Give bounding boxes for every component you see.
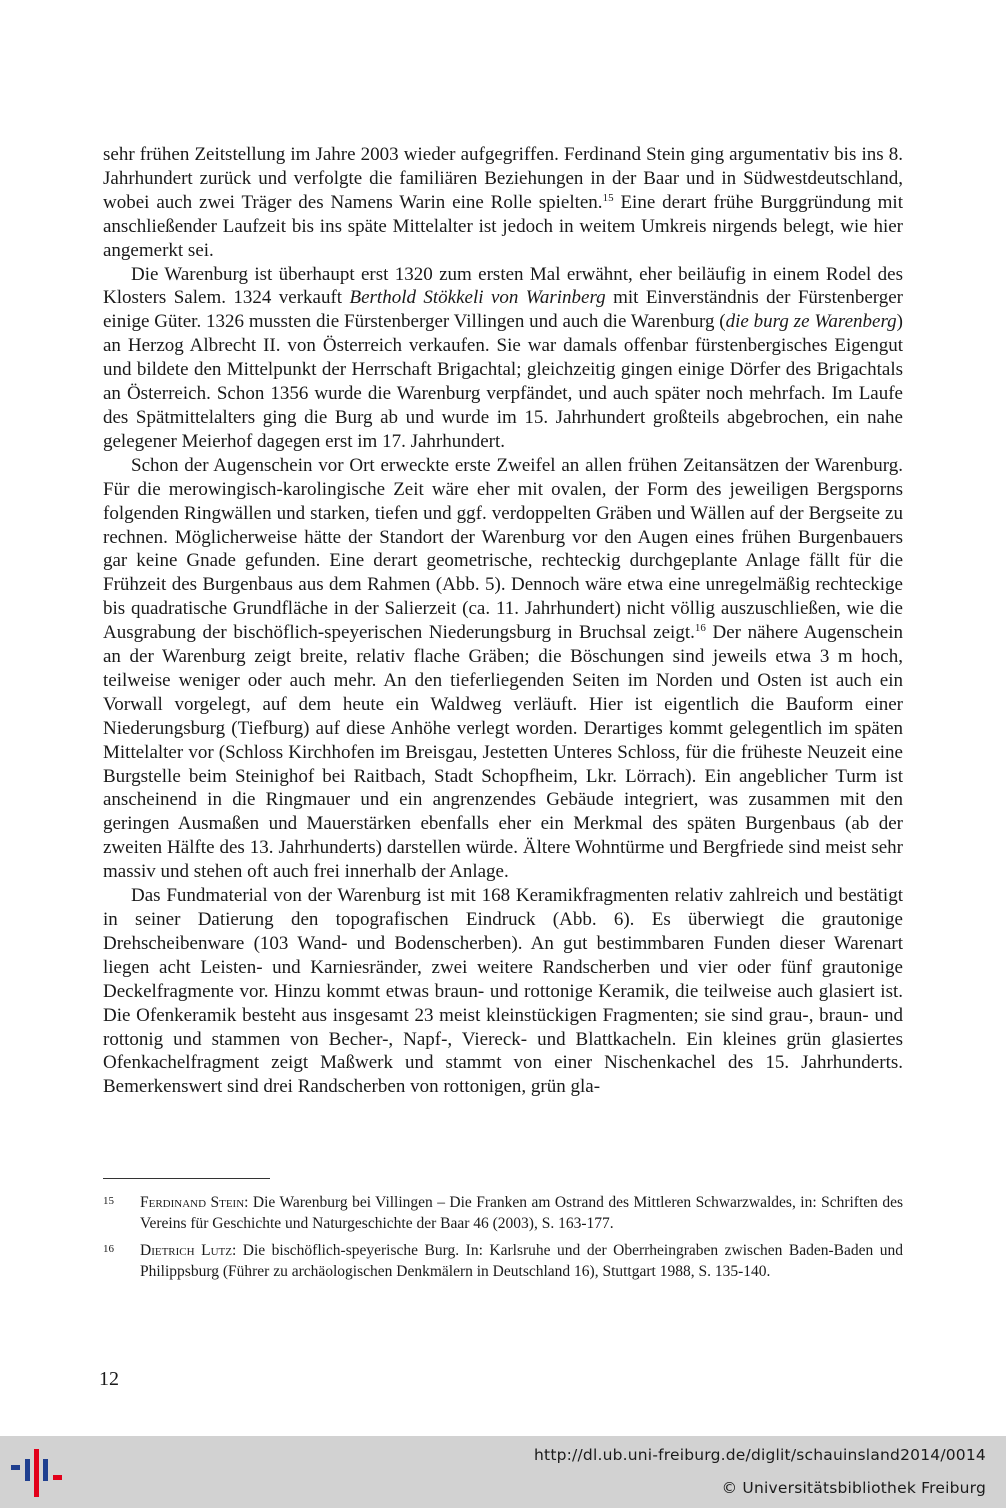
- footnote-number: 16: [103, 1243, 114, 1255]
- paragraph-3: Schon der Augenschein vor Ort erweckte erste Zweifel an allen frühen Zeitansätzen der Warenburg. Für die merowingisch-karolingische Zeit wäre eher mit ovalen, der Form des jeweiligen Bergsporns folgenden Ringwällen und starken, tiefen und ggf. verdoppelten Gräben und Wällen auf der Bergseite zu rechnen. Möglicherweise hätte der Standort der Warenburg vor den Augen eines frühen Burgenbauers gar keine Gnade gefunden. Eine derart geometrische, rechteckig durchgeplante Anlage fällt für die Frühzeit des Burgenbaus aus dem Rahmen (Abb. 5). Dennoch wäre etwa eine unregelmäßig rechteckige bis quadratische Grundfläche in der Salierzeit (ca. 11. Jahrhundert) nicht völlig auszuschließen, wie die Ausgrabung der bischöflich-speyerischen Niederungsburg in Bruchsal zeigt.$^{16}$ Der nähere Augenschein an der Warenburg zeigt breite, relativ flache Gräben; die Böschungen sind jeweils etwa 3 m hoch, teilweise weniger oder auch mehr. An den tieferliegenden Seiten im Norden und Osten ist auch ein Vorwall vorgelegt, auf dem heute ein Waldweg verläuft. Hier ist eigentlich die Bauform einer Niederungsburg (Tiefburg) auf diese Anhöhe verlegt worden. Derartiges kommt gelegentlich im späten Mittelalter vor (Schloss Kirchhofen im Breisgau, Jestetten Unteres Schloss, für die früheste Neuzeit eine Burgstelle beim Steinighof bei Raitbach, Stadt Schopfheim, Lkr. Lörrach). Ein angeblicher Turm ist anscheinend in die Ringmauer und ein angrenzendes Gebäude integriert, was zusammen mit den geringen Ausmaßen und Mauerstärken ebenfalls eher ein Merkmal des späten Burgenbaus (ab der zweiten Hälfte des 13. Jahrhunderts) darstellen würde. Ältere Wohntürme und Bergfriede sind meist sehr massiv und stehen oft auch frei innerhalb der Anlage.: [103, 454, 903, 883]
- paragraph-4: Das Fundmaterial von der Warenburg ist mit 168 Keramikfragmenten relativ zahlreich und bestätigt in seiner Datierung den topografischen Eindruck (Abb. 6). Es überwiegt die grautonige Drehscheibenware (103 Wand- und Bodenscherben). An gut bestimmbaren Funden dieser Warenart liegen acht Leisten- und Karniesränder, zwei weitere Randscherben und vier oder fünf grautonige Deckelfragmente vor. Hinzu kommt etwas braun- und rottonige Keramik, die teilweise auch glasiert ist. Die Ofenkeramik besteht aus insgesamt 23 meist kleinstückigen Fragmenten; sie sind grau-, braun- und rottonig und stammen von Becher-, Napf-, Viereck- und Blattkacheln. Ein kleines grün glasiertes Ofenkachelfragment zeigt Maßwerk und stammt von einer Nischenkachel des 15. Jahrhunderts. Bemerkenswert sind drei Randscherben von rottonigen, grün gla-: [103, 885, 903, 1098]
- copyright-text: © Universitätsbibliothek Freiburg: [721, 1479, 986, 1497]
- source-url-link[interactable]: http://dl.ub.uni-freiburg.de/diglit/schauinsland2014/0014: [534, 1446, 986, 1464]
- italic-name: Berthold Stökkeli von Warinberg: [349, 287, 606, 309]
- footnote-author: Dietrich Lutz: [140, 1242, 232, 1259]
- page-number: 12: [99, 1368, 119, 1390]
- italic-quote: die burg ze Warenberg: [725, 311, 897, 333]
- ub-freiburg-logo-icon[interactable]: [7, 1445, 67, 1501]
- footnote-author: Ferdinand Stein: [140, 1194, 245, 1211]
- footnote-divider: [103, 1178, 270, 1179]
- footnote-16: [103, 1240, 903, 1282]
- footnote-text: Ferdinand Stein: Die Warenburg bei Villingen – Die Franken am Ostrand des Mittleren Schwarzwaldes, in: Schriften des Vereins für Geschichte und Naturgeschichte der Baar 46 (2003), S. 163-177.: [140, 1194, 903, 1232]
- footnote-ref-16[interactable]: 16: [694, 622, 706, 635]
- footer-bar: [0, 1436, 1006, 1508]
- footnote-text: Dietrich Lutz: Die bischöflich-speyerische Burg. In: Karlsruhe und der Oberrheingraben zwischen Baden-Baden und Philippsburg (Führer zu archäologischen Denkmälern in Deutschland 16), Stuttgart 1988, S. 135-140.: [140, 1242, 903, 1280]
- footnotes: [103, 1192, 903, 1288]
- paragraph-1: sehr frühen Zeitstellung im Jahre 2003 wieder aufgegriffen. Ferdinand Stein ging argumentativ bis ins 8. Jahrhundert zurück und verfolgte die familiären Beziehungen in der Baar und in Südwestdeutschland, wobei auch zwei Träger des Namens Warin eine Rolle spielten.$^{15}$ Eine derart frühe Burggründung mit anschließender Laufzeit bis ins späte Mittelalter ist jedoch in weitem Umkreis nirgends belegt, wie hier angemerkt sei.: [103, 144, 903, 261]
- footnote-number: 15: [103, 1195, 114, 1207]
- paragraph-2: Die Warenburg ist überhaupt erst 1320 zum ersten Mal erwähnt, eher beiläufig in einem Rodel des Klosters Salem. 1324 verkauft Berthold Stökkeli von Warinberg mit Einverständnis der Fürstenberger einige Güter. 1326 mussten die Fürstenberger Villingen und auch die Warenburg (die burg ze Warenberg) an Herzog Albrecht II. von Österreich verkaufen. Sie war damals offenbar fürstenbergisches Eigengut und bildete den Mittelpunkt der Herrschaft Brigachtal; gleichzeitig gingen einige Dörfer des Brigachtals an Österreich. Schon 1356 wurde die Warenburg verpfändet, und auch später noch mehrfach. Im Laufe des Spätmittelalters ging die Burg ab und wurde im 15. Jahrhundert großteils abgebrochen, ein nahe gelegener Meierhof dagegen erst im 17. Jahrhundert.: [103, 263, 904, 452]
- body-text: [103, 143, 903, 1099]
- footnote-ref-15[interactable]: 15: [602, 191, 614, 204]
- footnote-15: [103, 1192, 903, 1234]
